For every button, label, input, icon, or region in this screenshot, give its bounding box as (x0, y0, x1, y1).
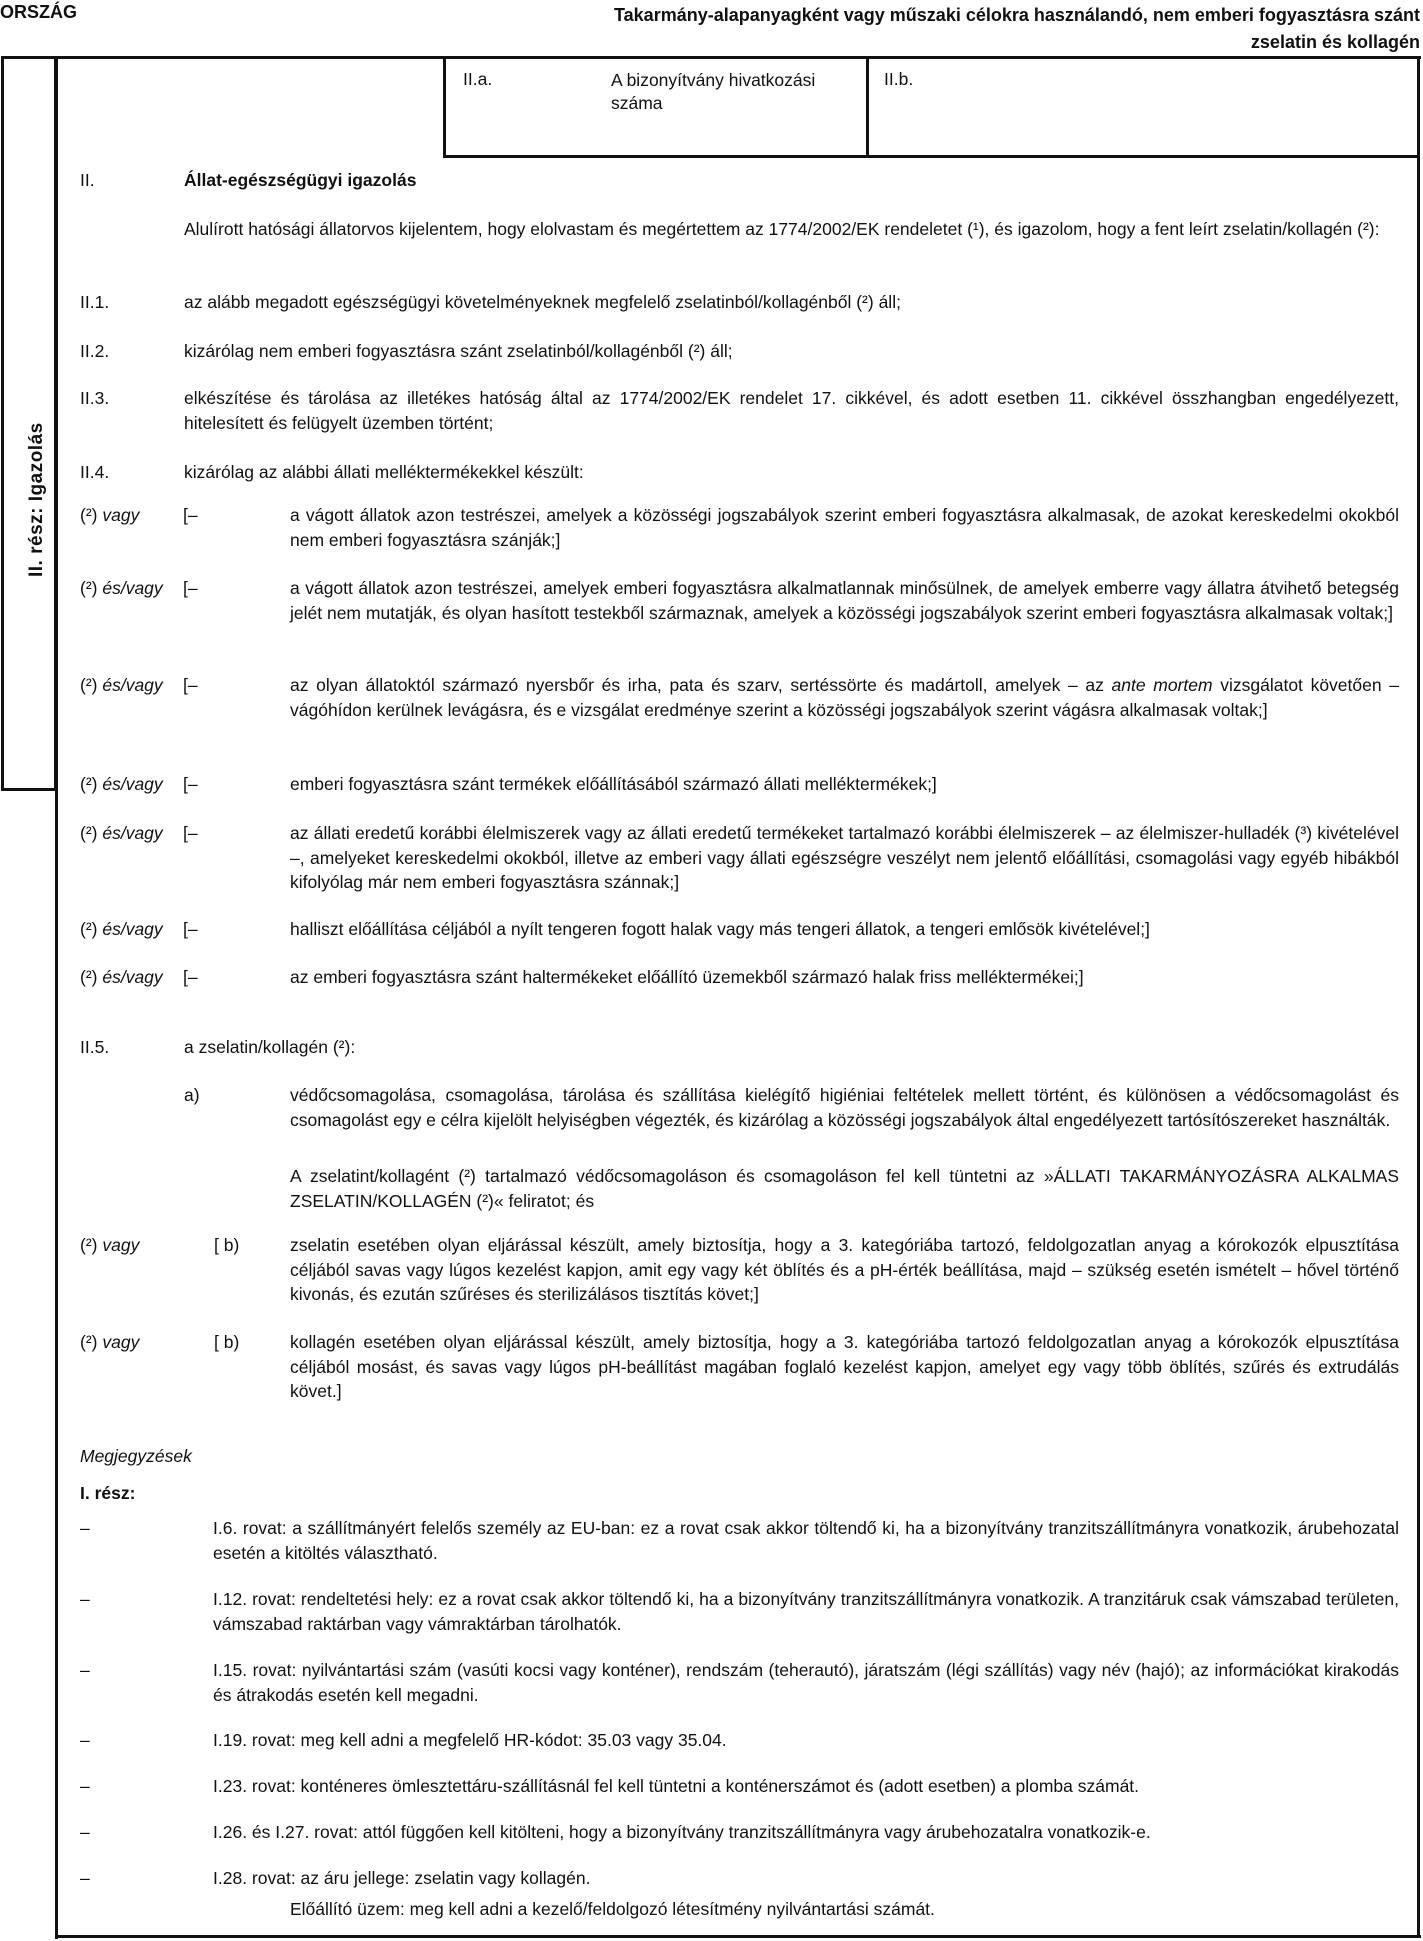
cell-a-number: II.a. (463, 69, 493, 89)
option-text: halliszt előállítása céljából a nyílt tengeren fogott halak vagy más tengeri állatok, a tengeri emlősök kivételével;] (290, 919, 1150, 939)
sidebar-label: II. rész: Igazolás (26, 422, 47, 577)
note-item: I.6. rovat: a szállítmányért felelős személy az EU-ban: ez a rovat csak akkor töltendő ki, ha a bizonyítvány tranzitszállítmányra vonatkozik, árubehozatal esetén a kitöltés választható. (213, 1518, 1399, 1563)
option-bracket: [– (183, 967, 198, 987)
note-item: I.23. rovat: konténeres ömlesztettáru-szállításnál fel kell tüntetni a konténerszámot és (adott esetben) a plomba számát. (213, 1776, 1140, 1796)
note-dash: – (80, 1868, 90, 1888)
option-connector: (²) és/vagy (80, 578, 163, 598)
item-text: az alább megadott egészségügyi követelményeknek megfelelő zselatinból/kollagénből (²) áll; (184, 292, 901, 312)
item-text: elkészítése és tárolása az illetékes hatóság által az 1774/2002/EK rendelet 17. cikkével, és adott esetben 11. cikkével összhangban engedélyezett, hitelesített és felügyelt üzemben történt; (184, 388, 1399, 433)
section-intro: Alulírott hatósági állatorvos kijelentem, hogy elolvastam és megértettem az 1774/2002/EK rendeletet (¹), és igazolom, hogy a fent leírt zselatin/kollagén (²): (184, 219, 1380, 239)
item-number: II.4. (80, 462, 110, 482)
note-dash: – (80, 1660, 90, 1680)
item-number: II.5. (80, 1037, 110, 1057)
option-bracket: [– (183, 774, 198, 794)
notes-part-label: I. rész: (80, 1483, 136, 1503)
option-text: emberi fogyasztásra szánt termékek előállításából származó állati melléktermékek;] (290, 774, 937, 794)
subitem-label: a) (184, 1085, 200, 1105)
frame-bottom-border (55, 1935, 1421, 1938)
option-bracket: [– (183, 919, 198, 939)
cell-a-label: A bizonyítvány hivatkozási száma (611, 70, 816, 113)
option-connector: (²) vagy (80, 1332, 140, 1352)
item-number: II.2. (80, 341, 110, 361)
cell-b-number: II.b. (884, 69, 914, 89)
note-dash: – (80, 1518, 90, 1538)
sidebar-box (1, 57, 57, 791)
section-title: Állat-egészségügyi igazolás (184, 170, 417, 190)
note-item: I.28. rovat: az áru jellege: zselatin vagy kollagén. (213, 1868, 591, 1888)
item-text: a zselatin/kollagén (²): (184, 1037, 356, 1057)
option-connector: (²) vagy (80, 1235, 140, 1255)
option-text: a vágott állatok azon testrészei, amelyek emberi fogyasztásra alkalmatlannak minősülnek, de amelyek emberre vagy állatra átvihető betegség jelét nem mutatják, és olyan hasított testekből származnak, amelyek a közösségi jogszabályok szerint emberi fogyasztásra alkalmasak voltak;] (290, 578, 1399, 623)
option-bracket: [ b) (214, 1235, 240, 1255)
document-title-line2: zselatin és kollagén (1250, 32, 1420, 52)
option-bracket: [– (183, 675, 198, 695)
subitem-text: védőcsomagolása, csomagolása, tárolása és szállítása kielégítő higiéniai feltételek mellett történt, és különösen a védőcsomagolást és csomagolást egy e célra kijelölt helyiségben végezték, és kizárólag a közösségi jogszabályok által engedélyezett tartósítószereket használták. (290, 1085, 1399, 1130)
frame-right-border (1417, 57, 1420, 1938)
option-text: kollagén esetében olyan eljárással készült, amely biztosítja, hogy a 3. kategóriába tartozó feldolgozatlan anyag a kórokozók elpusztítása céljából mosást, és savas vagy lúgos pH-beállítást magában foglaló kezelést kapjon, amelyet egy vagy több öblítés, szűrés és extrudálás követ.] (290, 1332, 1399, 1401)
option-text: zselatin esetében olyan eljárással készült, amely biztosítja, hogy a 3. kategóriába tartozó, feldolgozatlan anyag a kórokozók elpusztítása céljából savas vagy lúgos kezelést kapjon, amit egy vagy két öblítés és a pH-érték beállítása, majd – szükség esetén ismételt – hővel történő kivonás, és ezután szűréses és sterilizálásos tisztítás követ;] (290, 1235, 1399, 1304)
notes-final-line: Előállító üzem: meg kell adni a kezelő/feldolgozó létesítmény nyilvántartási számát. (290, 1899, 935, 1919)
note-dash: – (80, 1730, 90, 1750)
note-item: I.26. és I.27. rovat: attól függően kell kitölteni, hogy a bizonyítvány tranzitszállítmányra vagy árubehozatalra vonatkozik-e. (213, 1822, 1151, 1842)
certificate-reference-cell[interactable] (443, 57, 868, 158)
item-text: kizárólag nem emberi fogyasztásra szánt zselatinból/kollagénből (²) áll; (184, 341, 733, 361)
notes-heading: Megjegyzések (80, 1446, 192, 1466)
cell-b[interactable] (866, 57, 1420, 158)
note-item: I.19. rovat: meg kell adni a megfelelő HR-kódot: 35.03 vagy 35.04. (213, 1730, 727, 1750)
option-connector: (²) vagy (80, 505, 140, 525)
note-item: I.12. rovat: rendeltetési hely: ez a rovat csak akkor töltendő ki, ha a bizonyítvány tranzitszállítmányra vonatkozik. A tranzitáruk csak vámszabad területen, vámszabad raktárban vagy vámraktárban tárolhatók. (213, 1589, 1399, 1634)
item-number: II.3. (80, 388, 110, 408)
option-text: az állati eredetű korábbi élelmiszerek vagy az állati eredetű termékeket tartalmazó korábbi élelmiszerek – az élelmiszer-hulladék (³) kivételével –, amelyeket kereskedelmi okokból, illetve az emberi vagy állati egészségre veszélyt nem jelentő előállítási, csomagolási vagy egyéb hibákból kifolyólag már nem emberi fogyasztásra szánnak;] (290, 823, 1399, 892)
document-title (520, 2, 1420, 56)
option-bracket: [– (183, 823, 198, 843)
option-connector: (²) és/vagy (80, 967, 163, 987)
note-dash: – (80, 1822, 90, 1842)
option-text: a vágott állatok azon testrészei, amelyek a közösségi jogszabályok szerint emberi fogyasztásra alkalmasak, de azokat kereskedelmi okokból nem emberi fogyasztásra szánják;] (290, 505, 1399, 550)
option-bracket: [– (183, 505, 198, 525)
item-text: kizárólag az alábbi állati melléktermékekkel készült: (184, 462, 584, 482)
option-connector: (²) és/vagy (80, 774, 163, 794)
subitem-text-labeling: A zselatint/kollagént (²) tartalmazó védőcsomagoláson és csomagoláson fel kell tüntetni az »ÁLLATI TAKARMÁNYOZÁSRA ALKALMAS ZSELATIN/KOLLAGÉN (²)« feliratot; és (290, 1166, 1399, 1211)
option-bracket: [– (183, 578, 198, 598)
option-bracket: [ b) (214, 1332, 240, 1352)
option-connector: (²) és/vagy (80, 675, 163, 695)
item-number: II.1. (80, 292, 110, 312)
note-dash: – (80, 1776, 90, 1796)
section-number: II. (80, 170, 95, 190)
frame-left-border (55, 57, 58, 1939)
option-connector: (²) és/vagy (80, 919, 163, 939)
document-title-line1: Takarmány-alapanyagként vagy műszaki célokra használandó, nem emberi fogyasztásra szánt (614, 5, 1420, 25)
option-text: az olyan állatoktól származó nyersbőr és irha, pata és szarv, sertéssörte és madártoll, amelyek – az ante mortem vizsgálatot követően – vágóhídon kerülnek levágásra, és e vizsgálat eredménye szerint a közösségi jogszabályok szerint vágásra alkalmasak voltak;] (290, 675, 1399, 720)
option-text: az emberi fogyasztásra szánt haltermékeket előállító üzemekből származó halak friss melléktermékei;] (290, 967, 1084, 987)
note-dash: – (80, 1589, 90, 1609)
country-label: ORSZÁG (0, 2, 78, 22)
option-connector: (²) és/vagy (80, 823, 163, 843)
note-item: I.15. rovat: nyilvántartási szám (vasúti kocsi vagy konténer), rendszám (teherautó), járatszám (légi szállítás) vagy név (hajó); az információkat kirakodás és átrakodás esetén kell megadni. (213, 1660, 1399, 1705)
